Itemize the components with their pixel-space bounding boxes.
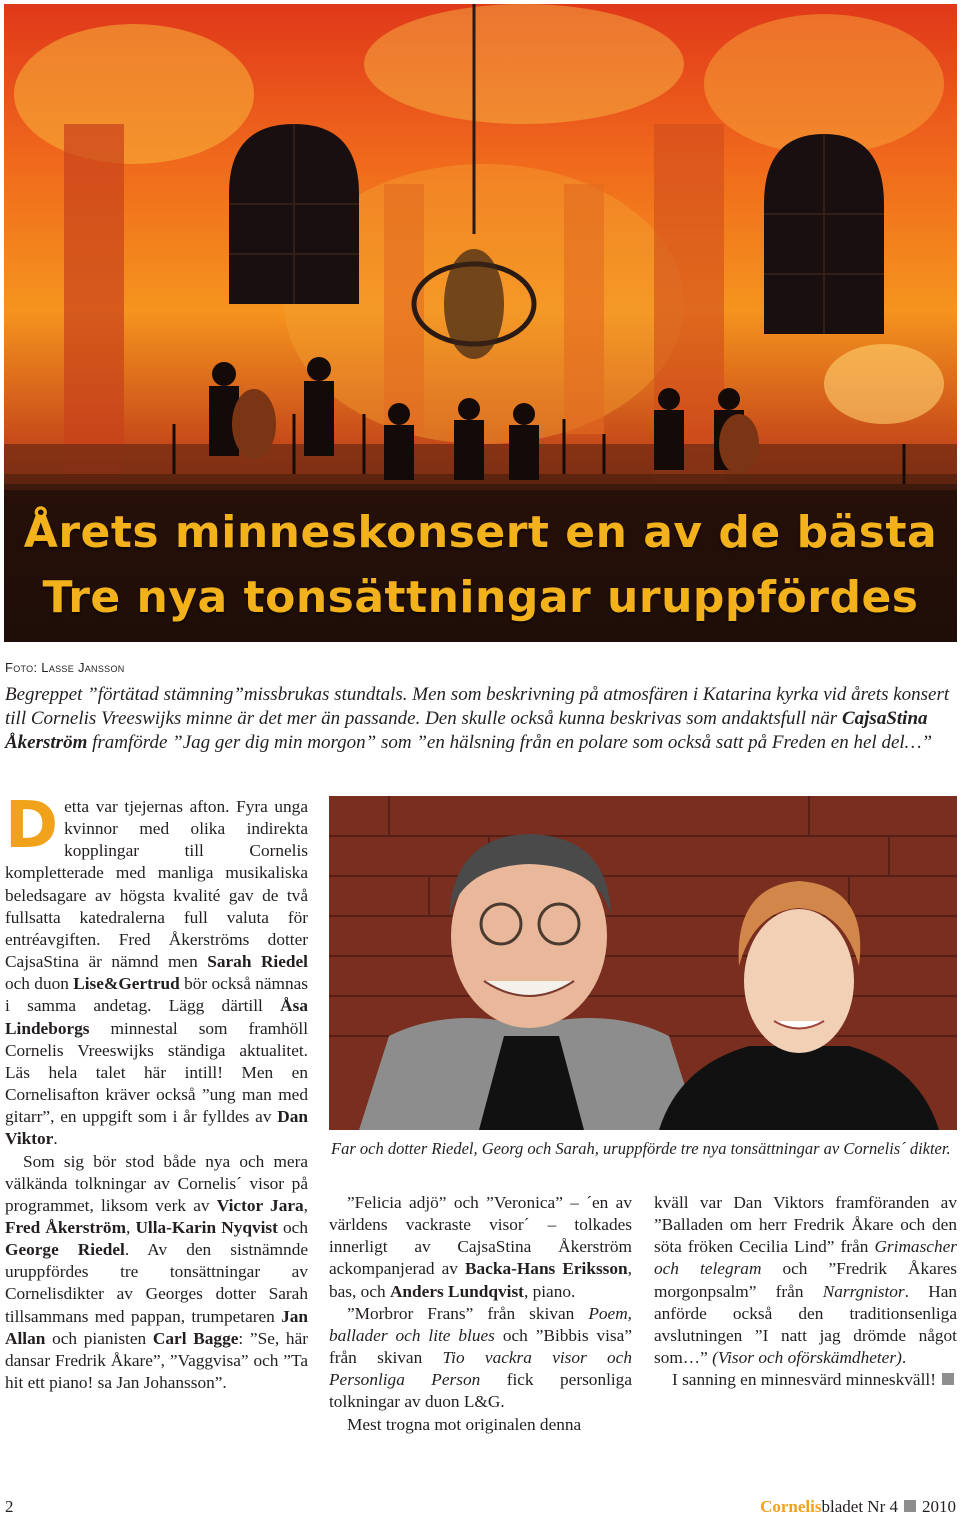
- column-1-paragraph-2: [5, 1151, 308, 1395]
- text: minnestal som framhöll Cornelis Vreeswijks ständiga aktualitet. Läs hela talet här intill! Men en Cornelisafton kräver också ”ung man med gitarr”, en uppgift som i år fylldes av: [5, 1018, 308, 1127]
- album-title: Tio vackra visor och Personliga Person: [329, 1348, 632, 1390]
- name-bold: Sarah Riedel: [207, 952, 308, 972]
- column-2-paragraph-1: [329, 1192, 632, 1303]
- text: bör också nämnas i samma andetag. Lägg därtill: [5, 974, 308, 1016]
- text: ,: [125, 1217, 136, 1237]
- column-3-paragraph-2: [654, 1369, 957, 1391]
- lede-text-2: framförde ”Jag ger dig min morgon” som ”en hälsning från en polare som också satt på Freden en hel del…”: [87, 732, 933, 753]
- album-title: Grimascher och telegram: [654, 1237, 957, 1279]
- column-3-paragraph-1: [654, 1192, 957, 1369]
- text: fick personliga tolkningar av duon L&G.: [329, 1370, 632, 1412]
- column-2-paragraph-2: [329, 1303, 632, 1414]
- text: ,: [303, 1195, 308, 1215]
- column-1: [5, 789, 309, 1394]
- text: och pianisten: [45, 1328, 153, 1348]
- text: ”Felicia adjö” och ”Veronica” – ´en av världens vackraste visor´ – tolkades innerligt av CajsaStina Åkerström ackompanjerad av: [329, 1193, 632, 1279]
- headline-line-1: Årets minneskonsert en av de bästa: [23, 507, 938, 558]
- text: . Av den sistnämnde uruppfördes tre tonsättningar av Cornelisdikter av Georges dotter Sarah tillsammans med pappan, trumpetaren: [5, 1240, 309, 1326]
- text: , bas, och: [329, 1259, 632, 1301]
- name-bold: Dan Viktor: [5, 1107, 308, 1149]
- text: Som sig bör stod både nya och mera välkända tolkningar av Cornelis´ visor på programmet, liksom verk av: [5, 1151, 308, 1215]
- portrait-photo: [329, 796, 957, 1130]
- lede-name-bold: CajsaStina Åkerström: [5, 708, 928, 753]
- album-title: Poem, ballader och lite blues: [329, 1303, 632, 1345]
- text: etta var tjejernas afton. Fyra unga kvinnor med olika indirekta kopplingar till Cornelis kompletterade med manliga musikaliska beledsagare av högsta kvalité gav de två fullsatta katedralerna full valuta för entréavgiften. Fred Åkerströms dotter CajsaStina är nämnd men: [5, 797, 308, 972]
- text: ”Morbror Frans” från skivan: [347, 1303, 589, 1323]
- name-bold: Anders Lundqvist: [389, 1281, 524, 1301]
- name-bold: Jan Allan: [5, 1306, 308, 1348]
- text: och: [277, 1217, 308, 1237]
- footer-masthead: [760, 1497, 956, 1517]
- headline-line-2: Tre nya tonsättningar uruppfördes: [42, 572, 919, 623]
- name-bold: Victor Jara: [216, 1195, 304, 1215]
- text: kväll var Dan Viktors framföranden av ”Balladen om herr Fredrik Åkare och den söta fröken Cecilia Lind” från: [654, 1193, 957, 1257]
- text: .: [901, 1348, 907, 1368]
- text: .: [53, 1129, 58, 1149]
- page-number: 2: [5, 1497, 14, 1516]
- drop-cap: D: [5, 789, 59, 863]
- text: : ”Se, här dansar Fredrik Åkare”, ”Vaggvisa” och ”Ta hit ett piano! sa Jan Johansson”.: [5, 1328, 308, 1393]
- issue-year: 2010: [922, 1497, 956, 1516]
- column-2: [329, 1192, 632, 1436]
- name-bold: Fred Åkerström: [5, 1217, 126, 1237]
- album-title: (Visor och oförskämdheter): [712, 1348, 902, 1368]
- lede-paragraph: [5, 683, 953, 755]
- name-bold: Backa-Hans Eriksson: [465, 1259, 628, 1279]
- column-1-paragraph-1: [5, 789, 308, 1151]
- footer-square-icon: [904, 1500, 916, 1512]
- lede-text-1: Begreppet ”förtätad stämning”missbrukas stundtals. Men som beskrivning på atmosfären i Katarina kyrka vid årets konsert till Cornelis Vreeswijks minne är det mer än passande. Den skulle också kunna beskrivas som andaktsfull när: [5, 684, 950, 729]
- brand-bladet: bladet: [821, 1497, 864, 1516]
- text: , piano.: [523, 1281, 576, 1301]
- text: I sanning en minnesvärd minneskväll!: [672, 1370, 936, 1390]
- end-mark-square-icon: [942, 1373, 954, 1385]
- album-title: Narrgnistor: [822, 1281, 905, 1301]
- text: . Han anförde också den traditionsenliga avslutningen ”I natt jag drömde något som…”: [654, 1281, 958, 1368]
- name-bold: Lise&Gertrud: [73, 974, 180, 994]
- text: och duon: [5, 974, 74, 994]
- brand-cornelis: Cornelis: [760, 1497, 822, 1516]
- name-bold: Åsa Lindeborgs: [5, 996, 308, 1038]
- photo-caption: Far och dotter Riedel, Georg och Sarah, uruppförde tre nya tonsättningar av Cornelis´ dikter.: [331, 1139, 951, 1158]
- name-bold: Ulla-Karin Nyqvist: [135, 1217, 278, 1237]
- name-bold: Carl Bagge: [152, 1328, 239, 1348]
- column-2-paragraph-3: Mest trogna mot originalen denna: [347, 1414, 582, 1434]
- text: och ”Bibbis visa” från skivan: [329, 1325, 632, 1368]
- text: och ”Fredrik Åkares morgonpsalm” från: [654, 1259, 958, 1301]
- name-bold: George Riedel: [5, 1240, 125, 1260]
- column-3: [654, 1192, 957, 1391]
- photo-credit: Foto: Lasse Jansson: [5, 660, 125, 675]
- issue-number: Nr 4: [867, 1497, 898, 1516]
- portrait-photo-illustration: [329, 796, 957, 1130]
